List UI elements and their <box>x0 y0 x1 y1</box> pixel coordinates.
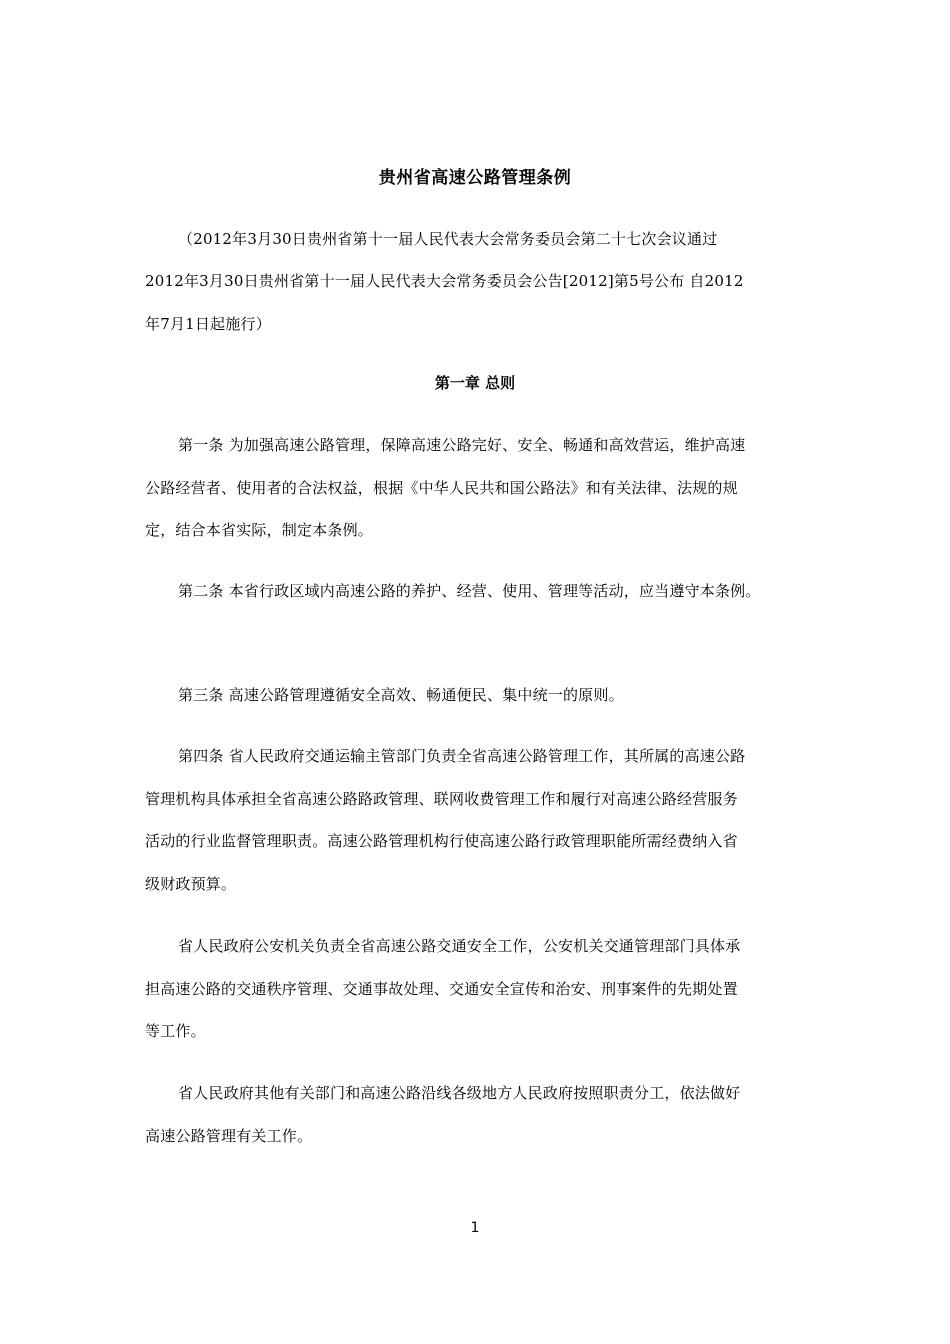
article-4-line: 第四条 省人民政府交通运输主管部门负责全省高速公路管理工作，其所属的高速公路 <box>178 747 746 765</box>
article-4-line: 管理机构具体承担全省高速公路路政管理、联网收费管理工作和履行对高速公路经营服务 <box>145 790 738 808</box>
preamble-line: （2012年3月30日贵州省第十一届人民代表大会常务委员会第二十七次会议通过 <box>178 230 718 248</box>
document-title: 贵州省高速公路管理条例 <box>378 168 572 188</box>
article-4-line: 活动的行业监督管理职责。高速公路管理机构行使高速公路行政管理职能所需经费纳入省 <box>145 832 738 850</box>
article-4-para-2-line: 担高速公路的交通秩序管理、交通事故处理、交通安全宣传和治安、刑事案件的先期处置 <box>145 980 738 998</box>
article-4-line: 级财政预算。 <box>145 875 237 893</box>
article-4-para-3-line: 高速公路管理有关工作。 <box>145 1127 313 1145</box>
preamble-line: 2012年3月30日贵州省第十一届人民代表大会常务委员会公告[2012]第5号公布 自2012 <box>145 272 744 290</box>
article-4-para-3-line: 省人民政府其他有关部门和高速公路沿线各级地方人民政府按照职责分工，依法做好 <box>178 1084 741 1102</box>
article-1-line: 第一条 为加强高速公路管理，保障高速公路完好、安全、畅通和高效营运，维护高速 <box>178 436 746 454</box>
page-number: 1 <box>470 1220 480 1236</box>
article-3-line: 第三条 高速公路管理遵循安全高效、畅通便民、集中统一的原则。 <box>178 686 624 704</box>
chapter-heading: 第一章 总则 <box>434 374 516 392</box>
article-1-line: 定，结合本省实际，制定本条例。 <box>145 521 374 539</box>
preamble-line: 年7月1日起施行） <box>145 315 271 333</box>
article-4-para-2-line: 省人民政府公安机关负责全省高速公路交通安全工作，公安机关交通管理部门具体承 <box>178 937 741 955</box>
article-4-para-2-line: 等工作。 <box>145 1022 206 1040</box>
article-1-line: 公路经营者、使用者的合法权益，根据《中华人民共和国公路法》和有关法律、法规的规 <box>145 479 738 497</box>
article-2-line: 第二条 本省行政区域内高速公路的养护、经营、使用、管理等活动，应当遵守本条例。 <box>178 582 761 600</box>
